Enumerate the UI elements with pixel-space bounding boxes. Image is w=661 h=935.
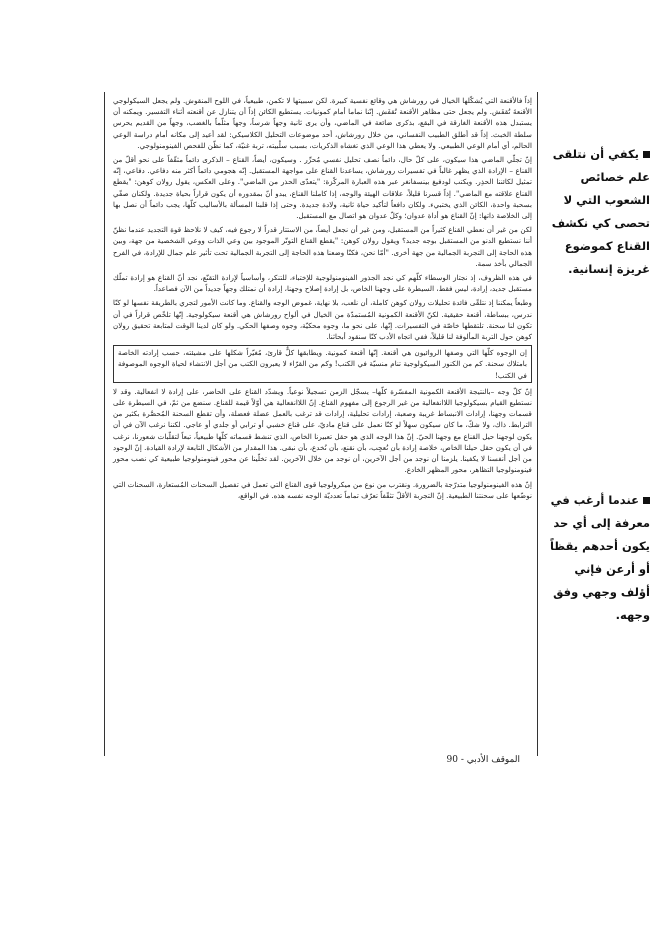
paragraph: وطبعاً يمكننا إذ نتلقّى فائدة تحليلات رولان كوهن كاملة، أن نلعب، بلا نهاية، غموض الوجه والقناع. وما كانت الأمور لتجري بالطريقة نفسها لو كنّا ندرس، ببساطة، أقنعة حقيقية. لكنّ الأقنعة الكمونية المُستمدّة من الخيال في ألواح رورشاش هي أقنعة سيكولوجية. إنّها تلخّص قراراً في أن تكون لنا سحنة. تلتقطها خاصّة في التفسيرات. إنّها، على نحو ما، وجوه محكيّة، وجوه وصفها الحكي. ولو كان لدينا الوقت لمتابعة تحقيق رولان كوهن حول التربة المألوفة لنا قليلاً، ففي اتجاه الأدب كنّا سنقود أبحاثنا. — [113, 298, 532, 342]
page-footer: الموقف الأدبي - 90 — [446, 755, 520, 765]
square-bullet-icon — [643, 151, 650, 158]
sidebar-note — [545, 143, 650, 281]
paragraph: إنّ كلّ وجه –بالنتيجة الأقنعة الكمونية المفسّرة كلّها– يسجّل الزمن تسجيلاً نوعياً. ويشدّد القناع على الحاضر، على إرادة لا انفعالية. وقد لا نستطيع القيام بسيكولوجيا اللاانفعالية من غير الرجوع إلى مفهوم القناع. إنّ اللاانفعالية هي أوّلاً قيمة للقناع. سنضع من ثمّ، في السيطرة على قسمات وجهنا، إرادات الانبساط غريبة وصعبة، إرادات تحليلية، إرادات قد ترغب بالعمل عضلة فعضلة، وأن تقطع السحنة المُحصَّرة بكثير من الترابط. ذاك، ولا شكّ، ما كان سيكون سهلاً لو كنّا نعمل على قناع ماديّ، على قناع خشبي أو ترابي أو جلدي أو عاجي. لكننا نرغب الآن في أن يكون لوجهنا حيل القناع مع وجهنا الحيّ. إنّ هذا الوجه الذي هو حقل تعبيرنا الخاص، الذي تنشط قسماته كلّها طبيعياً، تبعاً لتقلّبات شعورنا، نرغب في أن يكون حقل حيلنا الخاص، خلاصة إرادة بأن نُعجِب، بأن نقنع، بأن نُخدع، بأن نبقى. هذا المقدار من الأشكال التابعة لإرادة القيادة. إنّ الوجود من أجل أنفسنا لا يكفينا. يلزمنا أن نوجد من أجل الآخرين، أن نوجد من خلال الآخرين. لقد تخلّينا عن محور فينومنولوجيا طبيعية كي نصب محور فينومنولوجيا التظاهر، محور المظهر الخادع. — [113, 386, 532, 475]
sidebar-note-text: يكفي أن نتلقى علم خصائص الشعوب التي لا تحصى كي نكشف القناع كموضوع غريزة إنسانية. — [551, 147, 650, 276]
paragraph: إنّ تجلّي الماضي هذا سيكون، على كلّ حال، دائماً نصف تحليل نفسي مُحرِّر . وسيكون، أيضاً، القناع – الذكرى دائماً مثقّفاً على نحو أقلّ من القناع – الإرادة الذي يظهر غالباً في تفسيرات رورشاش، يساعدنا القناع على مواجهة المستقبل. إنّه هجومي دائماً أكثر منه دفاعي. دفاعي، إنّه تمثيل لكائننا الحذِر. ويكتب لودفيغ بينسفانغر عبر هذه العبارة المركّزة: "يتعدّى الحذر من الماضي". وعلى العكس، يقول رولان كوهن: "يقطع القناع علاقته مع الماضي". إذاً قسرنا قليلاً، علاقات الهيئة والوجه، إذا كاملنا القناع، يبدو أنّ بمقدوره أن يكون قراراً بحياة جديدة. ولكنان صفّي بسحبة واحدة، الكائن الذي يختبيء. ولكان دافعاً لتأكيد حياة ثانية، ولادة جديدة. وحتى إذا قلبنا المسألة بالأساليب كلّها، يجب دائماً أن نصل بها إلى الخلاصة ذاتها: إنّ القناع هو أداة عدوان؛ وكلّ عدوان هو اتصال مع المستقبل. — [113, 155, 532, 221]
article-body — [113, 95, 532, 504]
paragraph: في هذه الظروف، إذ نجتاز الوسطاء كلّهم كي نجد الجذور الفينومنولوجية للإختباء، للتنكر، وأساسياً لإرادة التقنّع، نجد أنّ القناع هو إرادة تملّك مستقبل جديد، إرادة، ليس فقط، السيطرة على وجهنا الخاص، بل إرادة إصلاح وجهنا، إرادة أن نمتلك وجهاً جديداً من الآن فصاعداً. — [113, 273, 532, 294]
paragraph: لكن من غير أن نعطي القناع كثيراً من المستقبل، ومن غير أن نجعل أيضاً، من الاستتار قدراً لا رجوع فيه، كيف لا نلاحظ قوة التجديد عندما نظنّ أننا نستطيع الدنو من المستقبل بوجه جديد؟ ويقول رولان كوهن: "يقطع القناع التوتّر الموجود بين وعي الذات ووعي الشخصية من جهة، وبين هذه الحاجة إلى التجربة الجمالية من جهة أخرى. "أمّا نحن، فكنّا وضعنا هذه الحاجة إلى التجربة الجمالية تحت تأثير علم جمال للإرادة، في الفرح الجمالي بأخذ سمة. — [113, 225, 532, 268]
sidebar-note-text: عندما أرغب في معرفة إلى أي حد يكون أحدهم يقظاً أو أرعن فإني أؤلف وجهي وفق وجهه. — [549, 493, 650, 622]
paragraph: إنّ هذه الفينومنولوجيا متدرّجة بالضرورة. ونقترب من نوع من ميكرولوجيا قوى القناع التي تعمل في تفصيل السحنات المُستعارة، السحنات التي نوضّعها على سحنتنا الطبيعية. إنّ التجربة الأقلّ تثقّفاً تعرّف تماماً تعدديّة الوجه نفسه هذه. في الواقع، — [112, 479, 532, 500]
boxed-quote: إن الوجوه كلّها التي وصفها الروائيون هي أقنعة. إنّها أقنعة كمونية. ويطابقها كلٌّ قارئ، مُغيّراً شكلها على مشيئته، حسب إرادته الخاصة بامتلاك سحنة. كم من الكنوز السيكولوجية تنام منسيّة في الكتب! وكم من القرّاء لا يعبرون الكتب من أجل الانتشاء لحياة الوجوه الموصوفة في الكتب! — [113, 345, 532, 383]
paragraph: إذاً فالأقنعة التي يُشكّلها الخيال في رورشاش هي وقائع نفسية كبيرة. لكن سببيتها لا تكمن، طبيعياً، في اللوح المنقوش. ولم يجعل السيكولوجي الأقنعةَ تُقفَش. ولم يجعل حتى مظاهر الأقنعة تُقفَش. إنّنا نماما أمام كمونيات. يستطيع الكائن إذاً أن يتنازل عن أقنعته أثناء التفسير. ويمكنه أن يستبدل هذه الأقنعة الغارقة في البقع، بذكرى ضائعة في الماضي، وأن يرى ثانية وجهاً شرساً، وجهاً مثلّماً بالغضب، وجهاً من القديم يحرس سلطة الخبث. إذاً قد أطلق الطبيب النفساني، من خلال رورشاش، أحد موضوعات التحليل الكلاسيكي: لقد أعيد إلى مكانه أمام دراسة الوعي الحالم، أي أمام الوعي الطبيعي. ولا يعطي هذا الوعي الذي تغشاه الذكريات، بسبب سلْبيته، تربة غنيّة، كما نظّن للفحص الفينومنولوجي. — [113, 96, 532, 150]
sidebar-note — [545, 489, 650, 627]
square-bullet-icon — [643, 497, 650, 504]
